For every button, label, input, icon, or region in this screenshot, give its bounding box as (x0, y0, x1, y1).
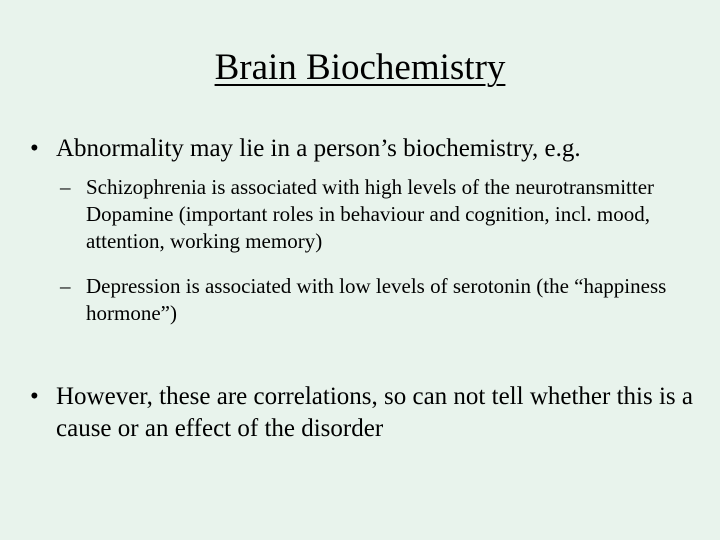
bullet-text: Abnormality may lie in a person’s biochemistry, e.g. (56, 135, 581, 162)
sub-bullet-marker: – (60, 274, 71, 298)
bullet-item (30, 133, 700, 165)
slide-title-text: Brain Biochemistry (214, 47, 506, 88)
bullet-text: However, these are correlations, so can not tell whether this is a cause or an effect of the disorder (56, 383, 693, 442)
sub-bullet-item (60, 174, 700, 255)
sub-bullet-item (60, 273, 700, 327)
bullet-marker: • (30, 135, 39, 162)
slide-title (0, 46, 720, 90)
sub-bullet-text: Schizophrenia is associated with high levels of the neurotransmitter Dopamine (important roles in behaviour and cognition, incl. mood, attention, working memory) (86, 175, 655, 253)
sub-bullet-marker: – (60, 175, 71, 199)
bullet-marker: • (30, 383, 39, 410)
bullet-item (30, 381, 700, 445)
sub-bullet-text: Depression is associated with low levels of serotonin (the “happiness hormone”) (86, 274, 667, 325)
